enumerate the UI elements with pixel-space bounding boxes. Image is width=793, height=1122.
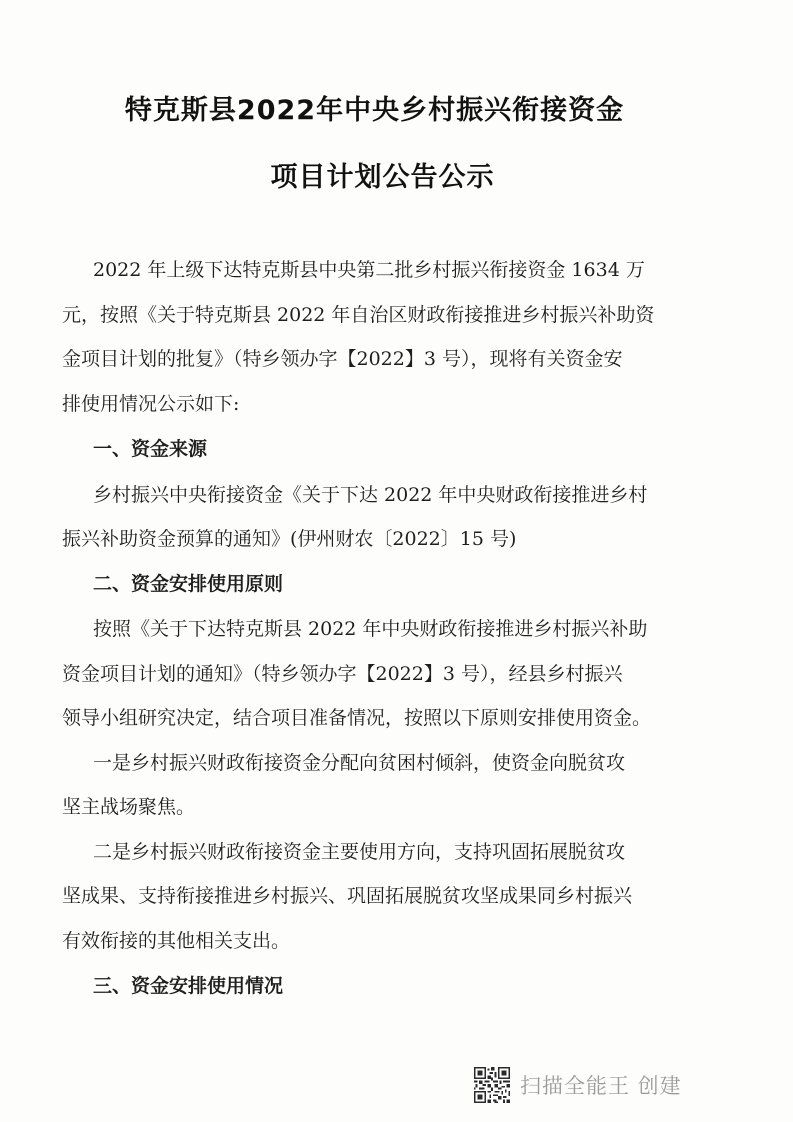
document-title-line-1: 特克斯县2022年中央乡村振兴衔接资金	[124, 95, 625, 126]
paragraph-line: 一是乡村振兴财政衔接资金分配向贫困村倾斜，使资金向脱贫攻	[93, 752, 626, 774]
paragraph-line: 二是乡村振兴财政衔接资金主要使用方向，支持巩固拓展脱贫攻	[93, 841, 626, 863]
paragraph-line: 乡村振兴中央衔接资金《关于下达 2022 年中央财政衔接推进乡村	[93, 484, 648, 506]
paragraph-line: 有效衔接的其他相关支出。	[62, 930, 291, 952]
document-title-line-2: 项目计划公告公示	[270, 162, 495, 193]
watermark-text: 扫描全能王 创建	[520, 1074, 682, 1098]
paragraph-line: 金项目计划的批复》（特乡领办字【2022】3 号），现将有关资金安	[62, 348, 623, 370]
section-heading-usage: 三、资金安排使用情况	[93, 975, 284, 997]
paragraph-line: 排使用情况公示如下:	[62, 393, 240, 415]
paragraph-line: 资金项目计划的通知》（特乡领办字【2022】3 号），经县乡村振兴	[62, 663, 623, 685]
section-heading-funding-source: 一、资金来源	[93, 438, 208, 460]
paragraph-line: 元，按照《关于特克斯县 2022 年自治区财政衔接推进乡村振兴补助资	[62, 304, 655, 326]
qr-code-icon	[474, 1067, 510, 1103]
paragraph-line: 振兴补助资金预算的通知》(伊州财农〔2022〕15 号)	[62, 528, 517, 550]
paragraph-line: 2022 年上级下达特克斯县中央第二批乡村振兴衔接资金 1634 万	[93, 259, 645, 281]
section-heading-principles: 二、资金安排使用原则	[93, 573, 284, 595]
paragraph-line: 按照《关于下达特克斯县 2022 年中央财政衔接推进乡村振兴补助	[93, 618, 648, 640]
scanner-watermark	[474, 1064, 682, 1106]
paragraph-line: 坚成果、支持衔接推进乡村振兴、巩固拓展脱贫攻坚成果同乡村振兴	[62, 885, 633, 907]
paragraph-line: 坚主战场聚焦。	[62, 796, 196, 818]
paragraph-line: 领导小组研究决定，结合项目准备情况，按照以下原则安排使用资金。	[62, 707, 652, 729]
